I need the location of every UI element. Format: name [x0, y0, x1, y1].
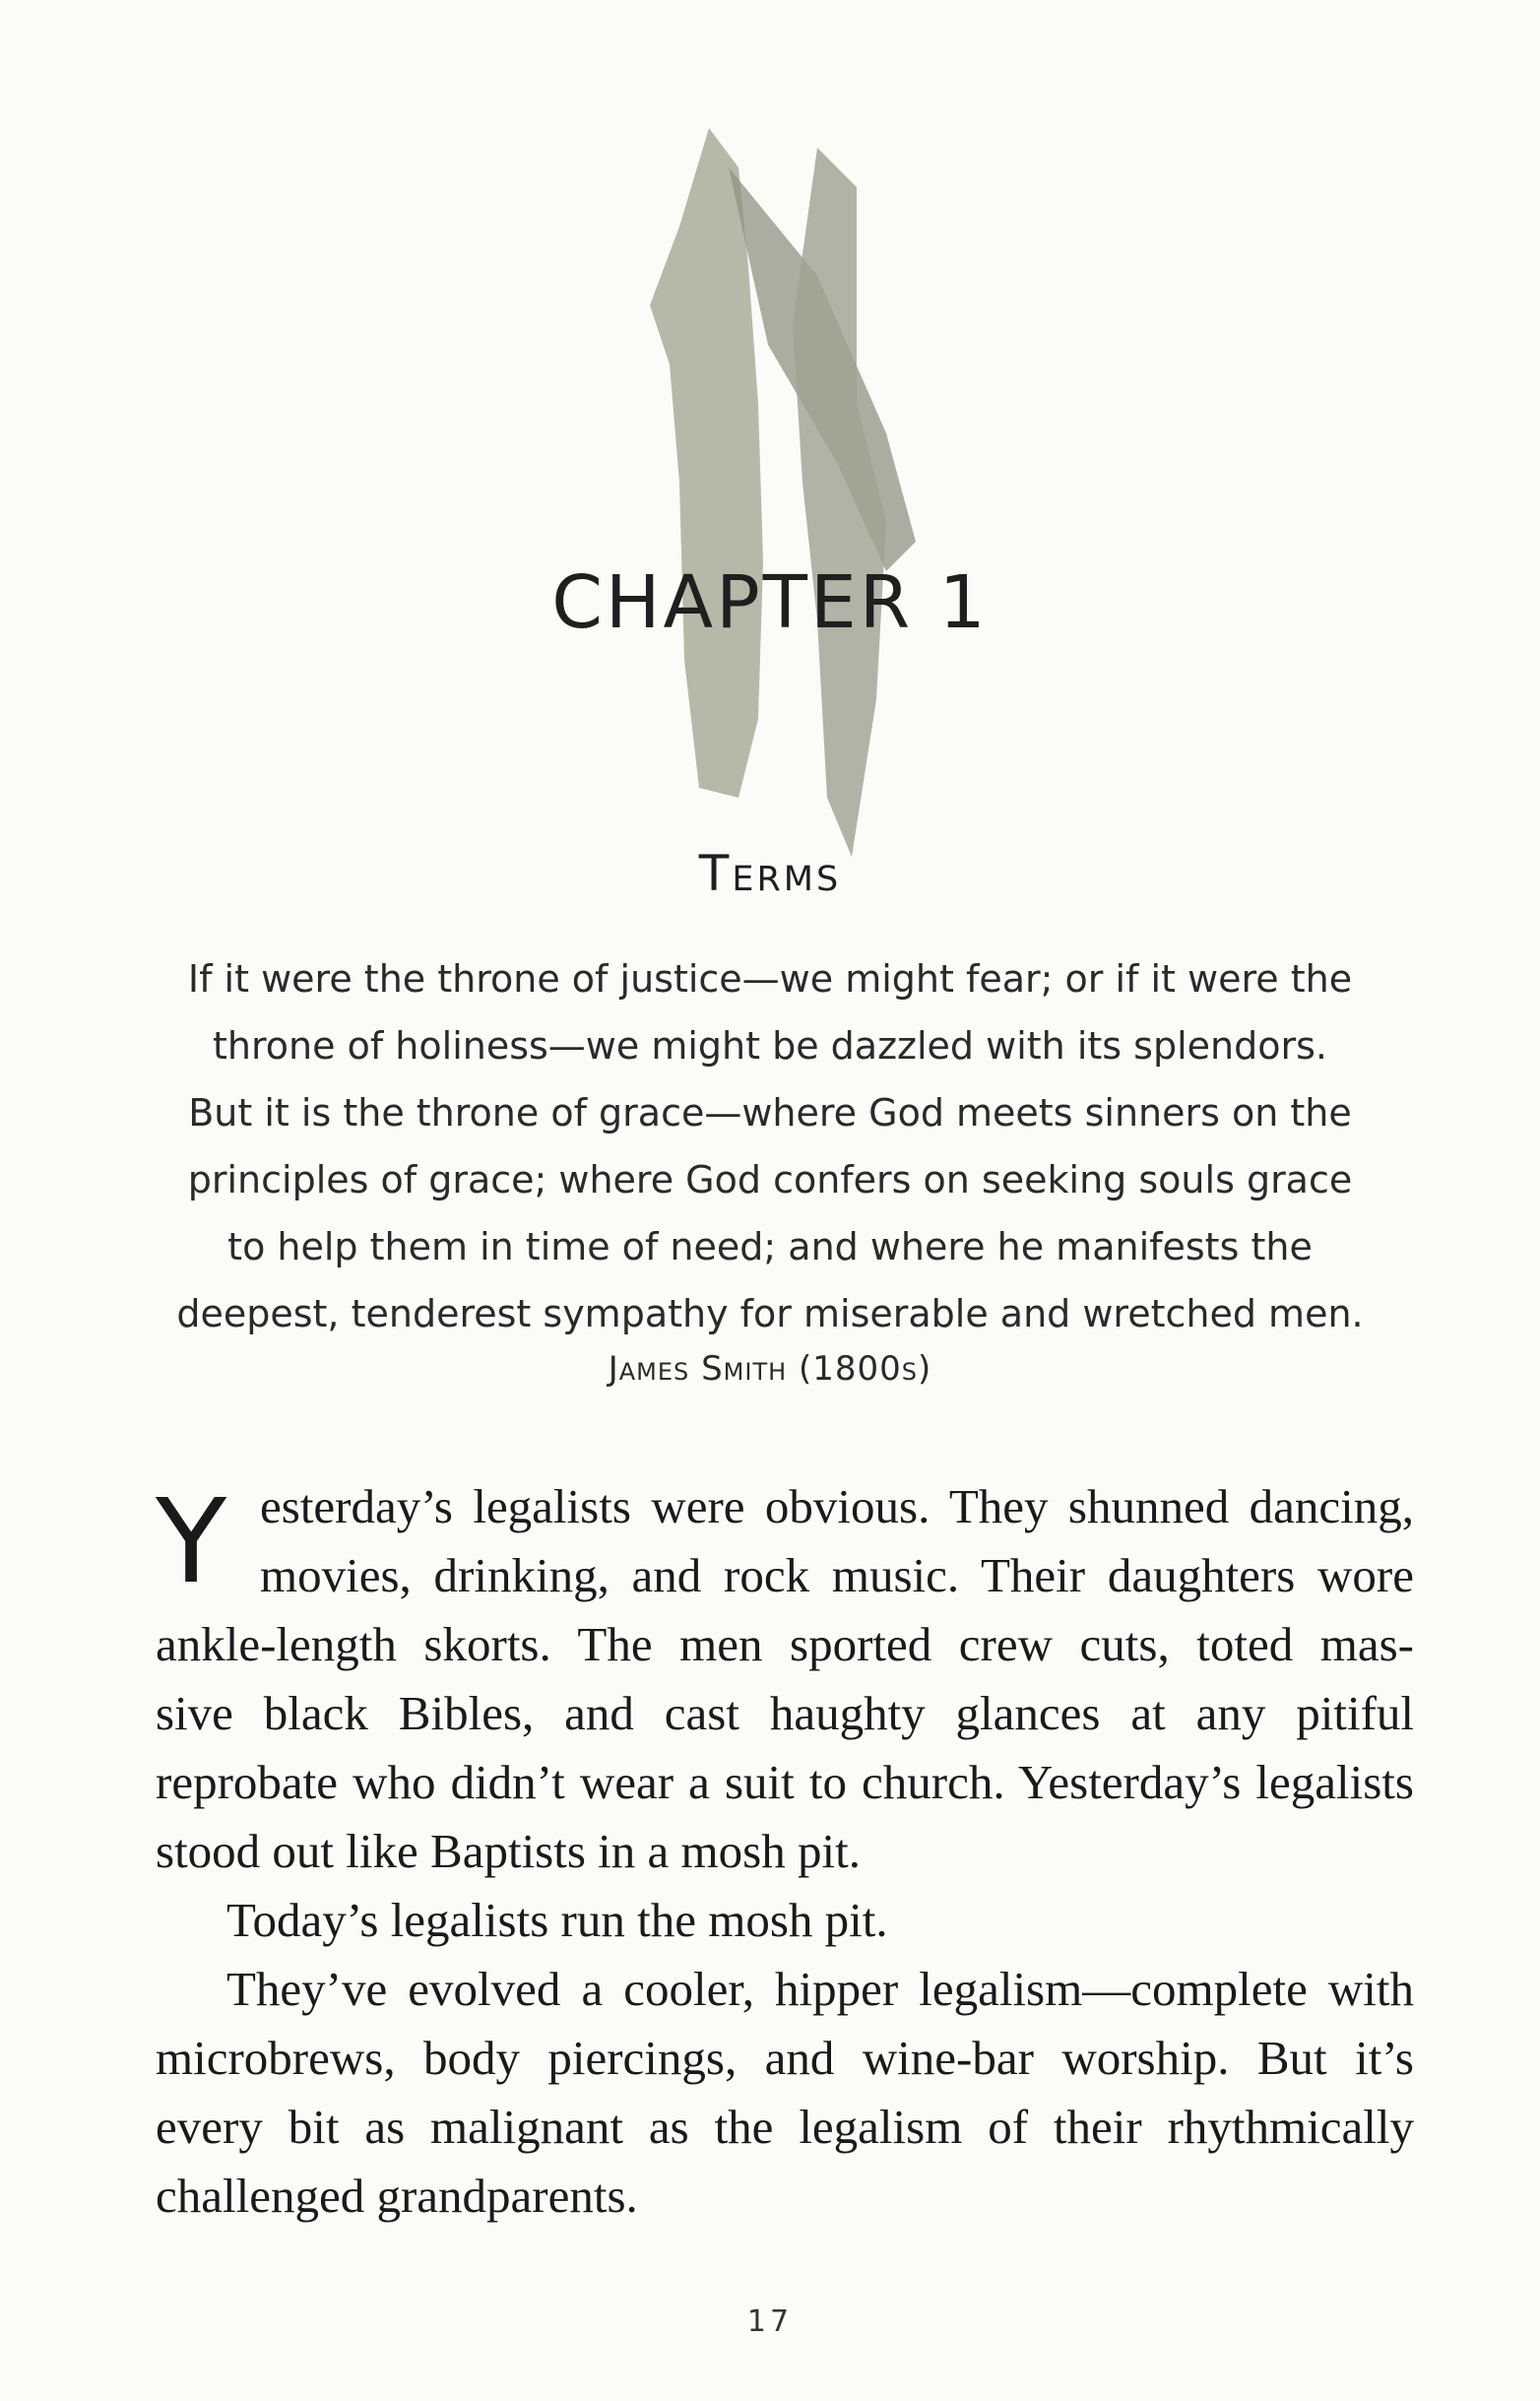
epigraph-line: If it were the throne of justice—we might fear; or if it were the	[187, 957, 1353, 1001]
chapter-title: Terms	[698, 845, 842, 902]
body-line: esterday’s legalists were obvious. They shunned dancing,	[260, 1479, 1414, 1533]
body-text	[156, 1472, 1414, 2231]
body-line: They’ve evolved a cooler, hipper legalism—complete with	[226, 1962, 1414, 2016]
epigraph-line: to help them in time of need; and where he manifests the	[227, 1225, 1313, 1268]
epigraph-line: throne of holiness—we might be dazzled with its splendors.	[213, 1024, 1327, 1068]
epigraph-line: But it is the throne of grace—where God meets sinners on the	[188, 1091, 1352, 1135]
body-line: movies, drinking, and rock music. Their daughters wore	[260, 1548, 1414, 1602]
body-line: sive black Bibles, and cast haughty glances at any pitiful	[156, 1686, 1414, 1740]
epigraph	[148, 945, 1392, 1347]
epigraph-line: deepest, tenderest sympathy for miserable and wretched men.	[176, 1292, 1364, 1335]
chapter-heading: CHAPTER 1	[551, 560, 989, 645]
page-number: 17	[746, 2304, 794, 2339]
epigraph-attribution: James Smith (1800s)	[608, 1349, 932, 1389]
body-line: every bit as malignant as the legalism of their rhythmically	[156, 2100, 1414, 2154]
body-line: Today’s legalists run the mosh pit.	[226, 1893, 888, 1947]
body-line: ankle-length skorts. The men sported crew cuts, toted mas-	[156, 1617, 1414, 1671]
drop-cap: Y	[156, 1473, 227, 1609]
body-line: stood out like Baptists in a mosh pit.	[156, 1824, 861, 1878]
body-line: challenged grandparents.	[156, 2169, 638, 2223]
brush-stroke-right	[793, 148, 886, 857]
epigraph-line: principles of grace; where God confers on seeking souls grace	[187, 1158, 1353, 1201]
brush-stroke-ornament	[591, 108, 945, 857]
body-line: microbrews, body piercings, and wine-bar worship. But it’s	[156, 2031, 1414, 2085]
body-line: reprobate who didn’t wear a suit to church. Yesterday’s legalists	[156, 1755, 1414, 1809]
